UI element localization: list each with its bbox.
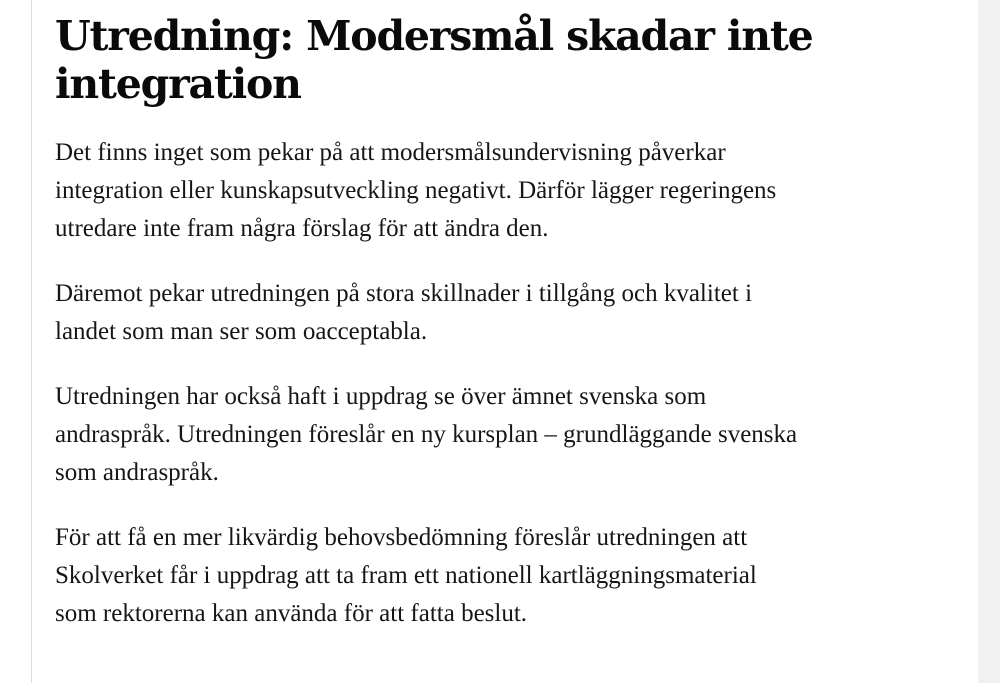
paragraph-line: integration eller kunskapsutveckling negativt. Därför lägger regeringens (55, 177, 777, 204)
paragraph-line: Däremot pekar utredningen på stora skillnader i tillgång och kvalitet i (55, 280, 753, 307)
paragraph-line: Skolverket får i uppdrag att ta fram ett nationell kartläggningsmaterial (55, 562, 757, 589)
right-side-panel (978, 0, 1000, 683)
paragraph-4 (55, 519, 935, 633)
headline-line-2: integration (55, 60, 301, 108)
paragraph-1 (55, 134, 935, 248)
paragraph-2 (55, 275, 935, 351)
paragraph-line: Det finns inget som pekar på att modersmålsundervisning påverkar (55, 139, 726, 166)
left-divider (31, 0, 32, 683)
paragraph-line: utredare inte fram några förslag för att ändra den. (55, 215, 549, 242)
paragraph-line: För att få en mer likvärdig behovsbedömning föreslår utredningen att (55, 524, 748, 551)
paragraph-line: som andraspråk. (55, 459, 219, 486)
paragraph-line: som rektorerna kan använda för att fatta beslut. (55, 600, 528, 627)
article-body (55, 12, 955, 660)
paragraph-line: Utredningen har också haft i uppdrag se över ämnet svenska som (55, 383, 707, 410)
paragraph-line: andraspråk. Utredningen föreslår en ny kursplan – grundläggande svenska (55, 421, 798, 448)
paragraph-line: landet som man ser som oacceptabla. (55, 318, 428, 345)
paragraph-3 (55, 378, 935, 492)
headline-line-1: Utredning: Modersmål skadar inte (55, 12, 813, 60)
article-headline (55, 12, 855, 108)
